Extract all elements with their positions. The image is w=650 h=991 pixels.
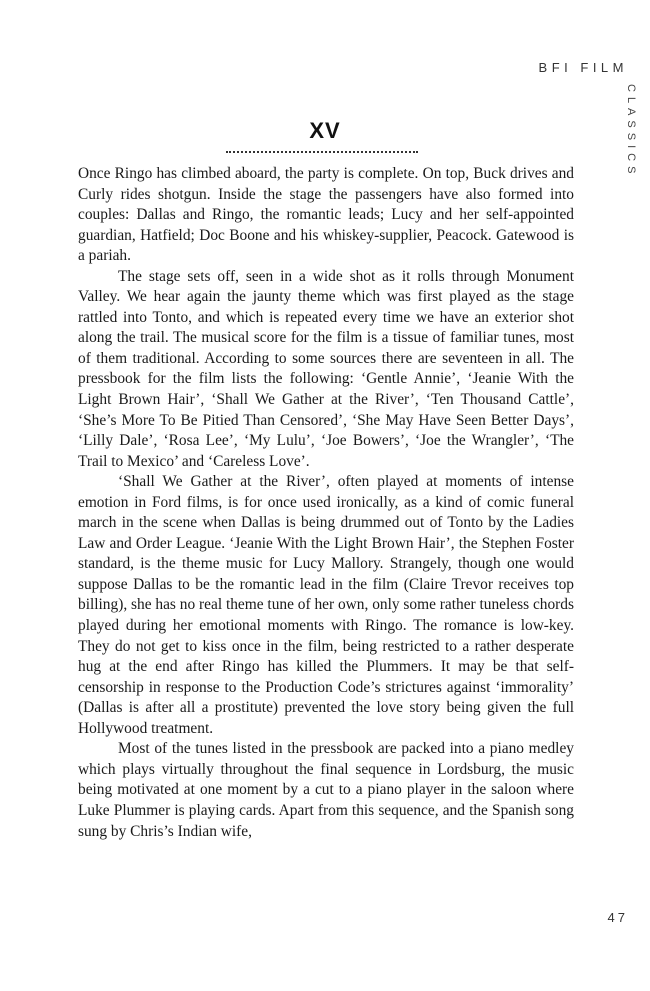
paragraph: ‘Shall We Gather at the River’, often played at moments of intense emotion in Ford films, is for once used ironically, as a kind of comic funeral march in the scene when Dallas is being drummed out of Tonto by the Ladies Law and Order League. ‘Jeanie With the Light Brown Hair’, the Stephen Foster standard, is the theme music for Lucy Mallory. Strangely, though one would suppose Dallas to be the romantic lead in the film (Claire Trevor receives top billing), she has no real theme tune of her own, only some rather tuneless chords played during her emotional moments with Ringo. The romance is low-key. They do not get to kiss once in the film, being restricted to a rather desperate hug at the end after Ringo has killed the Plummers. It may be that self-censorship in response to the Production Code’s strictures against ‘immorality’ (Dallas is after all a prostitute) prevented the love story being given the full Hollywood treatment. — [78, 473, 574, 737]
paragraph: The stage sets off, seen in a wide shot as it rolls through Monument Valley. We hear again the jaunty theme which was first played as the stage rattled into Tonto, and which is repeated every time we have an exterior shot along the trail. The musical score for the film is a tissue of familiar tunes, most of them traditional. According to some sources there are seventeen in all. The pressbook for the film lists the following: ‘Gentle Annie’, ‘Jeanie With the Light Brown Hair’, ‘Shall We Gather at the River’, ‘Ten Thousand Cattle’, ‘She’s More To Be Pitied Than Censored’, ‘She May Have Seen Better Days’, ‘Lilly Dale’, ‘Rosa Lee’, ‘My Lulu’, ‘Joe Bowers’, ‘Joe the Wrangler’, ‘The Trail to Mexico’ and ‘Careless Love’. — [78, 267, 574, 470]
paragraph: Most of the tunes listed in the pressbook are packed into a piano medley which plays virtually throughout the final sequence in Lordsburg, the music being motivated at one moment by a cut to a piano player in the saloon where Luke Plummer is playing cards. Apart from this sequence, and the Spanish song sung by Chris’s Indian wife, — [78, 740, 574, 840]
running-head: BFI FILM — [538, 60, 628, 75]
body-text — [78, 164, 574, 842]
paragraph: Once Ringo has climbed aboard, the party is complete. On top, Buck drives and Curly rides shotgun. Inside the stage the passengers have also formed into couples: Dallas and Ringo, the romantic leads; Lucy and her self-appointed guardian, Hatfield; Doc Boone and his whiskey-supplier, Peacock. Gatewood is a pariah. — [78, 165, 574, 265]
page-number: 47 — [607, 910, 628, 925]
series-label-vertical: CLASSICS — [625, 84, 637, 179]
chapter-divider — [226, 151, 418, 153]
chapter-number: XV — [309, 118, 341, 143]
